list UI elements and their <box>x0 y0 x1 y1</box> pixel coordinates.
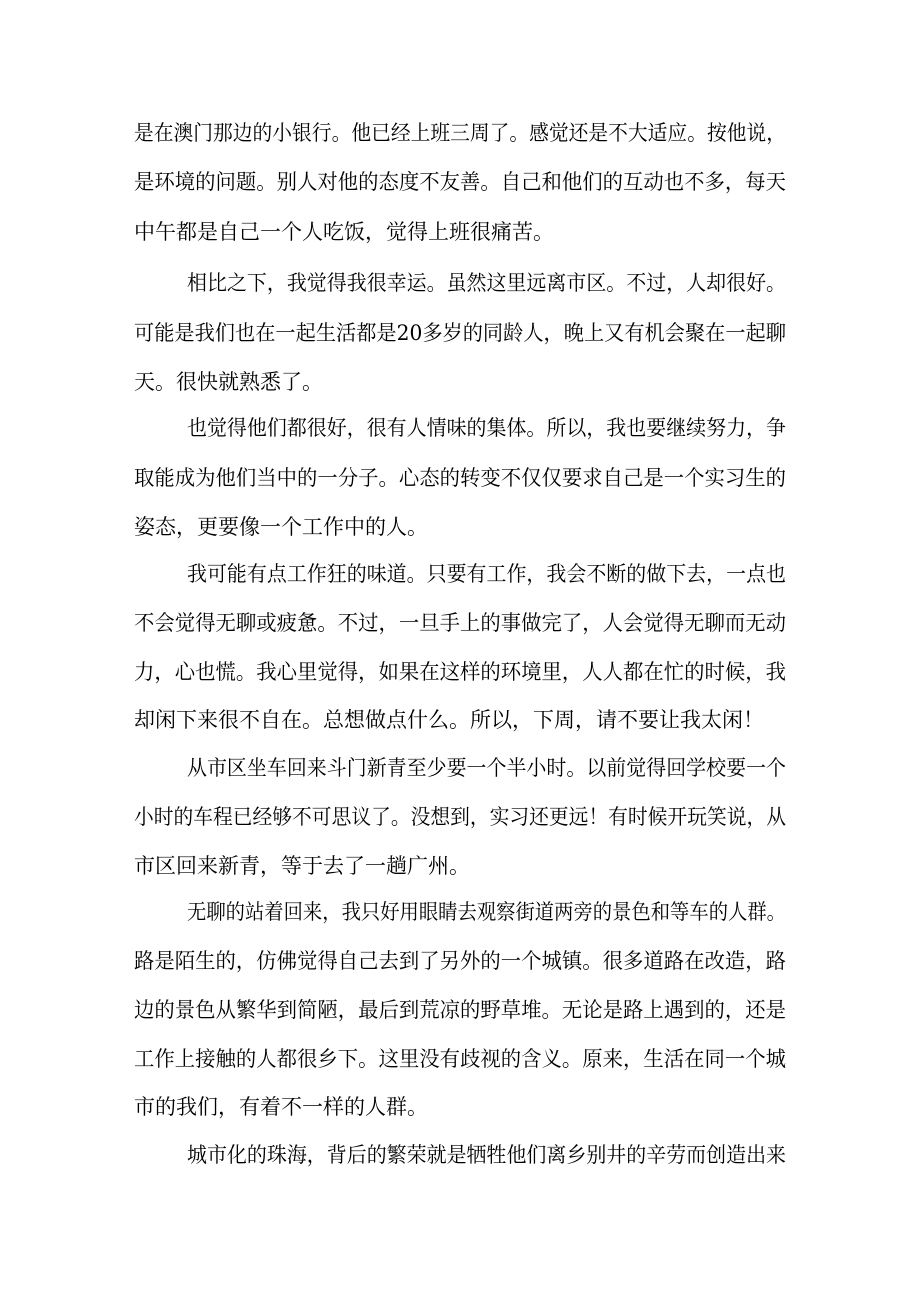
text-line: 可能是我们也在一起生活都是20多岁的同龄人，晚上又有机会聚在一起聊 <box>134 321 786 345</box>
text-line: 市区回来新青，等于去了一趟广州。 <box>134 854 470 878</box>
text-line: 是在澳门那边的小银行。他已经上班三周了。感觉还是不大适应。按他说， <box>134 121 786 145</box>
text-line: 边的景色从繁华到简陋，最后到荒凉的野草堆。无论是路上遇到的，还是 <box>134 998 786 1022</box>
text-line: 力，心也慌。我心里觉得，如果在这样的环境里，人人都在忙的时候，我 <box>134 660 786 684</box>
text-line: 也觉得他们都很好，很有人情味的集体。所以，我也要继续努力，争 <box>187 416 787 440</box>
text-line: 却闲下来很不自在。总想做点什么。所以，下周，请不要让我太闲！ <box>134 708 764 732</box>
text-line: 相比之下，我觉得我很幸运。虽然这里远离市区。不过，人却很好。 <box>187 271 787 295</box>
text-line: 工作上接触的人都很乡下。这里没有歧视的含义。原来，生活在同一个城 <box>134 1047 786 1071</box>
text-line: 是环境的问题。别人对他的态度不友善。自己和他们的互动也不多，每天 <box>134 170 786 194</box>
text-line: 无聊的站着回来，我只好用眼睛去观察街道两旁的景色和等车的人群。 <box>187 900 786 924</box>
text-line: 中午都是自己一个人吃饭，觉得上班很痛苦。 <box>134 220 554 244</box>
text-line: 城市化的珠海，背后的繁荣就是牺牲他们离乡别井的辛劳而创造出来 <box>187 1143 787 1167</box>
text-line: 路是陌生的，仿佛觉得自己去到了另外的一个城镇。很多道路在改造，路 <box>134 949 786 973</box>
text-line: 小时的车程已经够不可思议了。没想到，实习还更远！有时候开玩笑说，从 <box>134 805 786 829</box>
text-line: 姿态，更要像一个工作中的人。 <box>134 515 428 539</box>
text-line: 天。很快就熟悉了。 <box>134 370 323 394</box>
text-line: 不会觉得无聊或疲惫。不过，一旦手上的事做完了，人会觉得无聊而无动 <box>134 611 786 635</box>
text-line: 我可能有点工作狂的味道。只要有工作，我会不断的做下去，一点也 <box>187 562 787 586</box>
text-line: 市的我们，有着不一样的人群。 <box>134 1095 428 1119</box>
text-line: 取能成为他们当中的一分子。心态的转变不仅仅要求自己是一个实习生的 <box>134 466 786 490</box>
text-line: 从市区坐车回来斗门新青至少要一个半小时。以前觉得回学校要一个 <box>187 756 787 780</box>
